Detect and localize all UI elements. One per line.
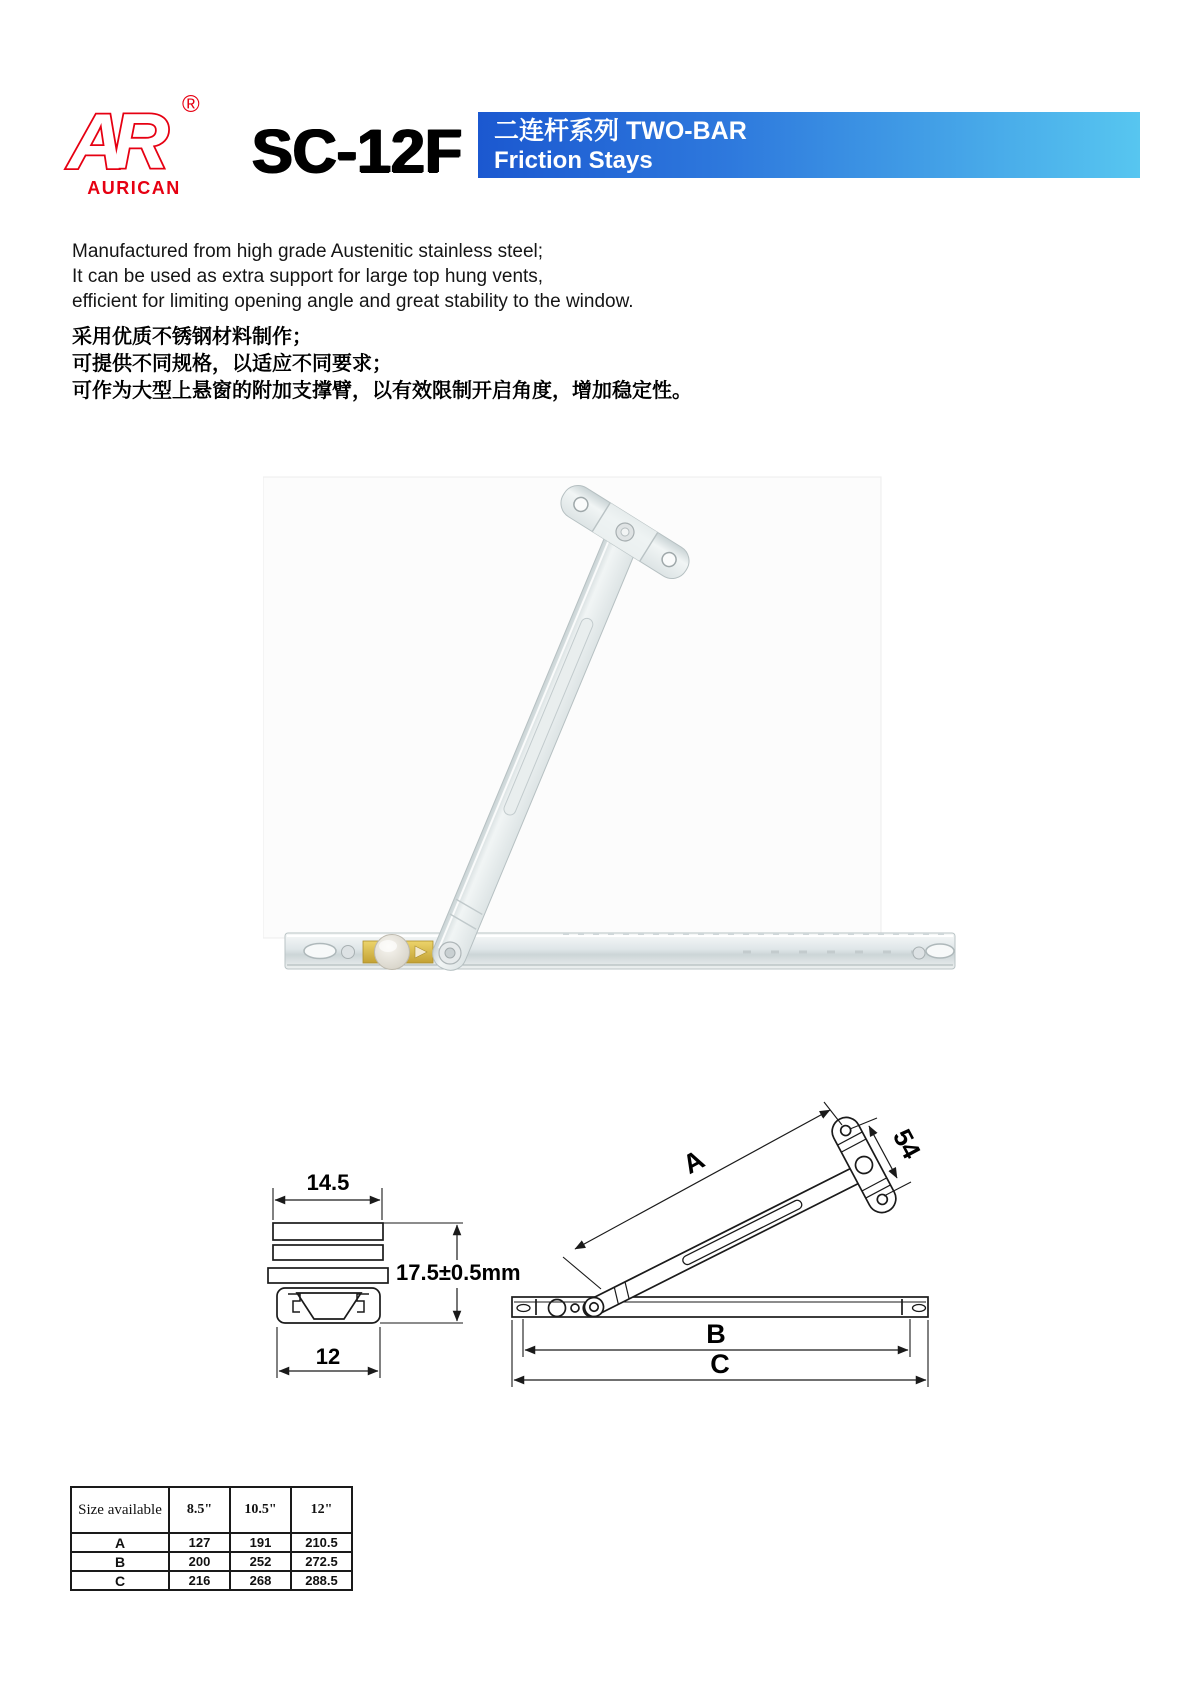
rail-right-slot-hole bbox=[926, 944, 954, 958]
photo-knob bbox=[375, 935, 410, 970]
description-cn-line3: 可作为大型上悬窗的附加支撑臂，以有效限制开启角度，增加稳定性。 bbox=[72, 380, 692, 402]
series-banner bbox=[478, 112, 1140, 178]
description-cn-line2: 可提供不同规格，以适应不同要求； bbox=[72, 353, 392, 375]
logo-brand-name: AURICAN bbox=[87, 178, 181, 198]
rail-right-stud bbox=[913, 947, 925, 959]
row-label-B: B bbox=[71, 1552, 169, 1571]
dim-inner-length-label: B bbox=[706, 1319, 726, 1349]
photo-pivot-rivet bbox=[439, 942, 461, 964]
cell-B-12: 272.5 bbox=[291, 1552, 352, 1571]
aurican-logo bbox=[62, 84, 212, 202]
dim-arm-length-label: A bbox=[677, 1144, 710, 1180]
description-cn-line1: 采用优质不锈钢材料制作； bbox=[72, 326, 312, 348]
cell-A-12: 210.5 bbox=[291, 1533, 352, 1552]
dim-top-width-label: 14.5 bbox=[306, 1170, 350, 1195]
side-view-drawing bbox=[512, 1102, 928, 1387]
cell-C-8-5: 216 bbox=[169, 1571, 230, 1590]
cell-A-8-5: 127 bbox=[169, 1533, 230, 1552]
page-title-model: SC-12F bbox=[252, 117, 463, 185]
rail-left-slot-hole bbox=[304, 944, 336, 959]
size-table-header-label: Size available bbox=[71, 1487, 169, 1533]
size-table-header-10-5: 10.5" bbox=[230, 1487, 291, 1533]
row-label-A: A bbox=[71, 1533, 169, 1552]
size-table-header-row bbox=[71, 1487, 352, 1533]
product-description bbox=[72, 239, 692, 405]
size-table-header-8-5: 8.5" bbox=[169, 1487, 230, 1533]
technical-drawings bbox=[230, 1030, 990, 1390]
dim-bottom-width-label: 12 bbox=[315, 1344, 341, 1369]
description-chinese bbox=[72, 324, 692, 405]
description-english bbox=[72, 239, 692, 314]
dim-overall-length-label: C bbox=[710, 1349, 730, 1379]
size-table-header-12: 12" bbox=[291, 1487, 352, 1533]
cell-A-10-5: 191 bbox=[230, 1533, 291, 1552]
cell-C-10-5: 268 bbox=[230, 1571, 291, 1590]
logo-initials: AR bbox=[68, 97, 157, 185]
cell-C-12: 288.5 bbox=[291, 1571, 352, 1590]
rail-left-stud bbox=[342, 946, 355, 959]
series-banner-line1: 二连杆系列 TWO-BAR bbox=[494, 117, 747, 145]
description-en-line2: It can be used as extra support for large top hung vents, bbox=[72, 266, 544, 287]
cell-B-10-5: 252 bbox=[230, 1552, 291, 1571]
registered-trademark-icon: ® bbox=[182, 91, 200, 118]
cell-B-8-5: 200 bbox=[169, 1552, 230, 1571]
size-table bbox=[70, 1486, 353, 1591]
series-banner-line2: Friction Stays bbox=[494, 147, 653, 174]
table-row bbox=[71, 1552, 352, 1571]
dim-bracket-length-label: 54 bbox=[886, 1123, 927, 1164]
section-view-drawing bbox=[268, 1170, 521, 1378]
row-label-C: C bbox=[71, 1571, 169, 1590]
table-row bbox=[71, 1533, 352, 1552]
photo-backdrop bbox=[263, 477, 881, 938]
description-en-line3: efficient for limiting opening angle and great stability to the window. bbox=[72, 291, 634, 312]
dim-height-label: 17.5±0.5mm bbox=[396, 1260, 521, 1285]
description-en-line1: Manufactured from high grade Austenitic stainless steel; bbox=[72, 241, 544, 262]
drawing-rail bbox=[512, 1297, 928, 1317]
product-photo bbox=[263, 425, 963, 985]
table-row bbox=[71, 1571, 352, 1590]
